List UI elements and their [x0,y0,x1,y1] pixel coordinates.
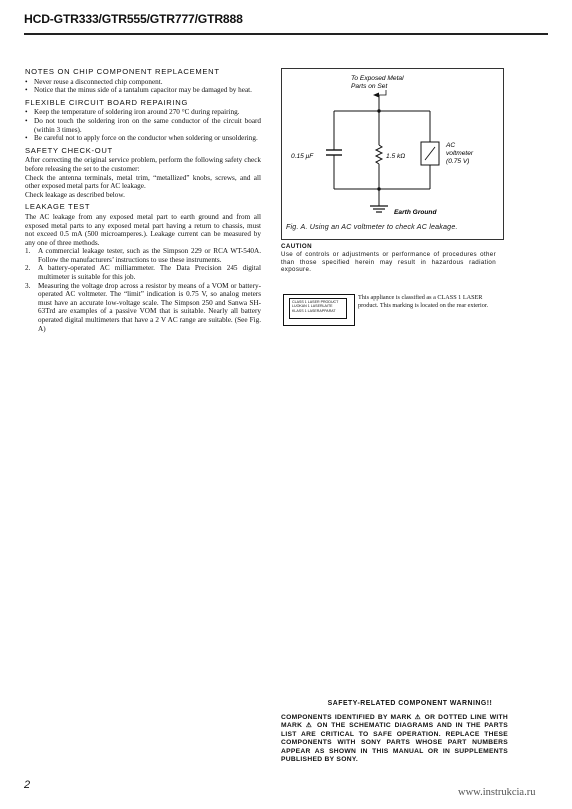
caution-notice [281,243,496,274]
watermark: www.instrukcia.ru [458,787,536,798]
laser-label-plate [289,298,347,319]
chip-notes-list [25,78,261,95]
list-item: • Keep the temperature of soldering iron around 270 °C during repairing. [25,108,240,117]
lead-arrow [379,90,386,95]
list-item: • Never reuse a disconnected chip component. [25,77,163,86]
section-title-chip: NOTES ON CHIP COMPONENT REPLACEMENT [25,67,220,76]
laser-description: This appliance is classified as a CLASS 1 LASER product. This marking is located on the rear exterior. [358,294,489,309]
figure-a [281,68,504,240]
top-label-1: To Exposed Metal [351,75,404,82]
resistor [376,145,382,164]
safety-warning-body: COMPONENTS IDENTIFIED BY MARK ⚠ OR DOTTED LINE WITH MARK ⚠ ON THE SCHEMATIC DIAGRAMS AND IN THE PARTS LIST ARE CRITICAL TO SAFE OPERATION. REPLACE THESE COMPONENTS WITH SONY PARTS WHOSE PART NUMBERS APPEAR AS SHOWN IN THIS MANUAL OR IN SUPPLEMENTS PUBLISHED BY SONY. [281,714,508,764]
meter-label-2: voltmeter [446,150,474,157]
list-item: • Be careful not to apply force on the conductor when soldering or unsoldering. [25,134,258,143]
safety-paragraph-1: After correcting the original service problem, perform the following safety check before releasing the set to the customer: [25,156,261,173]
top-label-2: Parts on Set [351,83,388,90]
capacitor-label: 0.15 μF [291,153,314,160]
model-title: HCD-GTR333/GTR555/GTR777/GTR888 [24,12,243,26]
resistor-label: 1.5 kΩ [386,153,406,160]
list-item: 2. A battery-operated AC milliammeter. The Data Precision 245 digital multimeter is suitable for this job. [25,264,261,282]
leakage-circuit-diagram [282,69,503,239]
list-item: • Notice that the minus side of a tantalum capacitor may be damaged by heat. [25,86,252,95]
section-title-safety: SAFETY CHECK-OUT [25,145,113,155]
page-number: 2 [24,779,31,791]
ground-label: Earth Ground [394,209,437,216]
laser-class-label [283,294,355,326]
list-item: 1. A commercial leakage tester, such as the Simpson 229 or RCA WT-540A. Follow the manufacturers’ instructions to use these instruments. [25,247,261,264]
laser-label-line: KLASS 1 LASERAPPARAT [292,308,336,313]
leakage-methods-list [25,247,261,333]
arrow-head-icon [373,93,379,98]
figure-caption: Fig. A. Using an AC voltmeter to check AC leakage. [286,223,458,231]
laser-label-line: CLASS 1 LASER PRODUCT [292,300,339,304]
list-item: 3. Measuring the voltage drop across a resistor by means of a VOM or battery-operated AC voltmeter. The “limit” indication is 0.75 V, so analog meters must have an accurate low-voltage scale. The Simpson 250 and Sanwa SH-63Trd are examples of a passive VOM that is suitable. Nearly all battery operated digital multimeters that have a 2 V AC range are suitable. (See Fig. A) [25,281,261,333]
meter-label-1: AC [446,142,456,149]
left-column [25,68,261,333]
flex-notes-list [25,108,261,142]
safety-paragraph-2: Check the antenna terminals, metal trim, “metallized” knobs, screws, and all other exposed metal parts for AC leakage. [25,173,261,191]
section-title-leakage: LEAKAGE TEST [25,202,91,212]
safety-paragraph-3: Check leakage as described below. [25,190,125,199]
caution-body: Use of controls or adjustments or performance of procedures other than those specified herein may result in hazardous radiation exposure. [281,250,496,274]
header-rule [24,33,548,35]
safety-warning-title: SAFETY-RELATED COMPONENT WARNING!! [327,700,493,707]
laser-label-line: LUOKAN 1 LASERLAITE [292,304,333,309]
list-item: • Do not touch the soldering iron on the same conductor of the circuit board (within 3 times). [25,116,261,134]
leakage-paragraph: The AC leakage from any exposed metal part to earth ground and from all exposed metal parts to any exposed metal part having a return to chassis, must not exceed 0.5 mA (500 microamperes.). Leakage current can be measured by any one of three methods. [25,212,261,247]
section-title-flex: FLEXIBLE CIRCUIT BOARD REPAIRING [25,97,189,107]
meter-label-3: (0.75 V) [446,158,470,165]
caution-title: CAUTION [281,243,312,250]
